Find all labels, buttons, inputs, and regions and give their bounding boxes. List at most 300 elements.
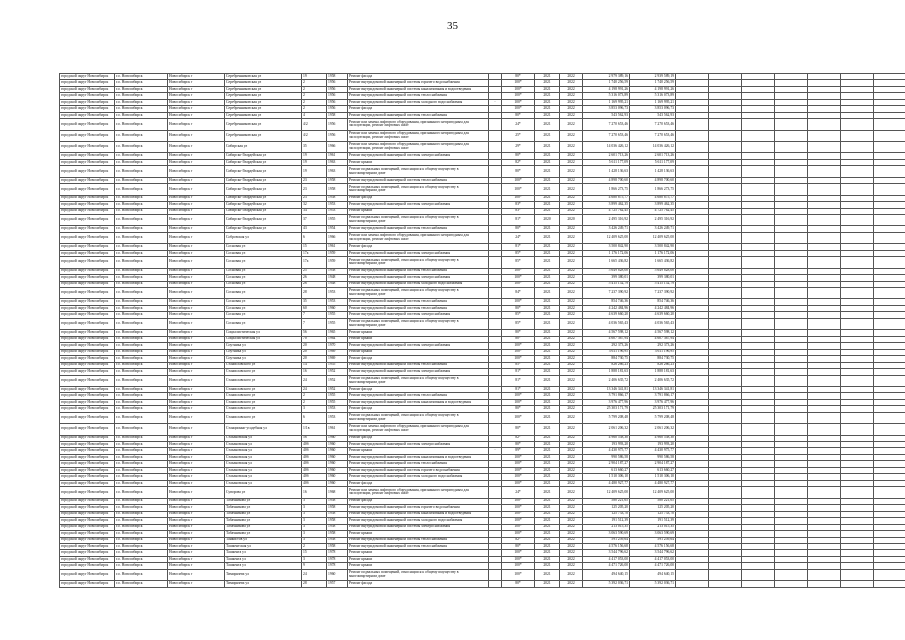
cost-total-cell: 4 430 975,77 <box>630 448 676 454</box>
empty-cell <box>874 166 905 177</box>
build-year-cell: 1952 <box>327 369 348 375</box>
build-year-cell: 1960 <box>327 435 348 441</box>
district-cell: городской округ Новосибирск <box>60 531 115 537</box>
empty-cell <box>874 318 905 329</box>
start-year-cell: 2021 <box>535 195 560 201</box>
start-year-cell: 2021 <box>535 268 560 274</box>
empty-cell <box>808 142 841 153</box>
cost-cell: 4 242 484,96 <box>583 305 630 311</box>
wear-percent-cell: 100* <box>502 556 535 562</box>
street-cell: Ташкентская ул <box>225 543 302 549</box>
cost-total-cell: 5 649 828,00 <box>630 268 676 274</box>
empty-cell <box>874 184 905 195</box>
work-type-cell: Ремонт внутридомовой инженерной системы холодного водоснабжения <box>348 474 489 480</box>
start-year-cell: 2021 <box>535 86 560 92</box>
municipality-cell: г.о. Новосибирск <box>115 480 168 486</box>
build-year-cell: 1958 <box>327 511 348 517</box>
street-cell: Сибирская ул <box>225 142 302 153</box>
cost-cell: 3 791 866,17 <box>583 393 630 399</box>
street-cell: Табачникова ул <box>225 531 302 537</box>
wear-percent-cell: 100* <box>502 99 535 105</box>
cost-cell: 7 237 390,92 <box>583 288 630 299</box>
work-type-cell: Ремонт внутридомовой инженерной системы горячего водоснабжения <box>348 467 489 473</box>
settlement-cell: Новосибирск г <box>168 184 225 195</box>
cost-cell: 3 500 842,90 <box>583 244 630 250</box>
empty-cell <box>841 166 874 177</box>
cost-cell: 1 888 181,63 <box>583 369 630 375</box>
cost-total-cell: 4 471 726,00 <box>630 563 676 569</box>
work-type-cell: Ремонт внутридомовой инженерной системы горячего водоснабжения <box>348 80 489 86</box>
settlement-cell: Новосибирск г <box>168 281 225 287</box>
street-cell: Стахановская ул <box>225 461 302 467</box>
mark-cell <box>489 412 502 423</box>
cost-total-cell: 7 270 653,46 <box>630 130 676 141</box>
settlement-cell: Новосибирск г <box>168 349 225 355</box>
start-year-cell: 2021 <box>535 581 560 587</box>
end-year-cell: 2022 <box>560 518 583 524</box>
cost-total-cell: 3 976 477,96 <box>630 399 676 405</box>
empty-cell <box>676 424 709 435</box>
start-year-cell: 2021 <box>535 250 560 256</box>
municipality-cell: г.о. Новосибирск <box>115 524 168 530</box>
build-year-cell: 1952 <box>327 386 348 392</box>
end-year-cell: 2022 <box>560 356 583 362</box>
end-year-cell: 2022 <box>560 232 583 243</box>
district-cell: городской округ Новосибирск <box>60 393 115 399</box>
district-cell: городской округ Новосибирск <box>60 399 115 405</box>
settlement-cell: Новосибирск г <box>168 142 225 153</box>
street-cell: Табачникова ул <box>225 524 302 530</box>
start-year-cell: 2021 <box>535 166 560 177</box>
street-cell: Станиславского ул <box>225 362 302 368</box>
municipality-cell: г.о. Новосибирск <box>115 226 168 232</box>
build-year-cell: 1955 <box>327 393 348 399</box>
cost-total-cell: 2 904 187,27 <box>630 461 676 467</box>
cost-cell: 3 853 096,73 <box>583 106 630 112</box>
table-row <box>60 318 905 329</box>
start-year-cell: 2021 <box>535 454 560 460</box>
empty-cell <box>709 424 742 435</box>
district-cell: городской округ Новосибирск <box>60 153 115 159</box>
municipality-cell: г.о. Новосибирск <box>115 268 168 274</box>
house-number-cell: 15 <box>302 244 327 250</box>
cost-cell: 5 415 152,79 <box>583 281 630 287</box>
cost-total-cell: 125 733,70 <box>630 511 676 517</box>
wear-percent-cell: 100* <box>502 498 535 504</box>
end-year-cell: 2022 <box>560 250 583 256</box>
mark-cell <box>489 581 502 587</box>
district-cell: городской округ Новосибирск <box>60 318 115 329</box>
build-year-cell: 1958 <box>327 112 348 118</box>
work-type-cell: Ремонт или замена лифтового оборудования, признанного непригодным для эксплуатации, ремонт лифтовых шахт <box>348 232 489 243</box>
build-year-cell: 1978 <box>327 563 348 569</box>
build-year-cell: 1955 <box>327 399 348 405</box>
municipality-cell: г.о. Новосибирск <box>115 393 168 399</box>
build-year-cell: 1953 <box>327 412 348 423</box>
district-cell: городской округ Новосибирск <box>60 356 115 362</box>
wear-percent-cell: 89* <box>502 448 535 454</box>
work-type-cell: Ремонт фасада <box>348 356 489 362</box>
municipality-cell: г.о. Новосибирск <box>115 281 168 287</box>
empty-cell <box>808 375 841 386</box>
wear-percent-cell: 80* <box>502 226 535 232</box>
wear-percent-cell: 85* <box>502 257 535 268</box>
start-year-cell: 2021 <box>535 275 560 281</box>
settlement-cell: Новосибирск г <box>168 86 225 92</box>
start-year-cell: 2021 <box>535 442 560 448</box>
district-cell: городской округ Новосибирск <box>60 537 115 543</box>
work-type-cell: Ремонт подвальных помещений, относящихся к общему имуществу в многоквартирном доме <box>348 288 489 299</box>
municipality-cell: г.о. Новосибирск <box>115 312 168 318</box>
mark-cell <box>489 184 502 195</box>
empty-cell <box>841 487 874 498</box>
empty-cell <box>742 581 775 587</box>
district-cell: городской округ Новосибирск <box>60 569 115 580</box>
empty-cell <box>775 184 808 195</box>
wear-percent-cell: 100* <box>502 195 535 201</box>
empty-cell <box>709 184 742 195</box>
mark-cell <box>489 318 502 329</box>
wear-percent-cell: 80* <box>502 305 535 311</box>
municipality-cell: г.о. Новосибирск <box>115 543 168 549</box>
district-cell: городской округ Новосибирск <box>60 563 115 569</box>
district-cell: городской округ Новосибирск <box>60 232 115 243</box>
build-year-cell: 1969 <box>327 349 348 355</box>
end-year-cell: 2022 <box>560 208 583 214</box>
municipality-cell: г.о. Новосибирск <box>115 518 168 524</box>
work-type-cell: Ремонт подвальных помещений, относящихся к общему имуществу в многоквартирном доме <box>348 375 489 386</box>
municipality-cell: г.о. Новосибирск <box>115 99 168 105</box>
empty-cell <box>874 257 905 268</box>
end-year-cell: 2022 <box>560 99 583 105</box>
cost-cell: 7 270 653,46 <box>583 130 630 141</box>
cost-cell: 884 730,75 <box>583 356 630 362</box>
end-year-cell: 2022 <box>560 511 583 517</box>
build-year-cell: 1956 <box>327 130 348 141</box>
start-year-cell: 2021 <box>535 362 560 368</box>
street-cell: Серебренниковская ул <box>225 130 302 141</box>
build-year-cell: 1958 <box>327 177 348 183</box>
start-year-cell: 2021 <box>535 349 560 355</box>
municipality-cell: г.о. Новосибирск <box>115 505 168 511</box>
district-cell: городской округ Новосибирск <box>60 386 115 392</box>
build-year-cell: 1955 <box>327 215 348 226</box>
municipality-cell: г.о. Новосибирск <box>115 435 168 441</box>
empty-cell <box>709 215 742 226</box>
empty-cell <box>742 424 775 435</box>
cost-total-cell: 4 639 660,20 <box>630 312 676 318</box>
street-cell: Тимирязева ул <box>225 581 302 587</box>
cost-cell: 5 611 177,09 <box>583 159 630 165</box>
house-number-cell: 3 <box>302 511 327 517</box>
cost-total-cell: 14 036 426,12 <box>630 142 676 153</box>
cost-cell: 193 993,20 <box>583 442 630 448</box>
house-number-cell: 24 <box>302 569 327 580</box>
house-number-cell: 2 <box>302 399 327 405</box>
work-type-cell: Ремонт внутридомовой инженерной системы теплоснабжения <box>348 537 489 543</box>
wear-percent-cell: 100* <box>502 461 535 467</box>
municipality-cell: г.о. Новосибирск <box>115 106 168 112</box>
wear-percent-cell: 100* <box>502 80 535 86</box>
end-year-cell: 2022 <box>560 312 583 318</box>
work-type-cell: Ремонт внутридомовой инженерной системы теплоснабжения <box>348 362 489 368</box>
wear-percent-cell: 100* <box>502 299 535 305</box>
wear-percent-cell: 85* <box>502 318 535 329</box>
municipality-cell: г.о. Новосибирск <box>115 86 168 92</box>
empty-cell <box>874 412 905 423</box>
street-cell: Сосновая ул <box>225 305 302 311</box>
settlement-cell: Новосибирск г <box>168 412 225 423</box>
wear-percent-cell: 100* <box>502 399 535 405</box>
street-cell: Станиславского ул <box>225 369 302 375</box>
cost-cell: 125 733,70 <box>583 511 630 517</box>
work-type-cell: Ремонт подвальных помещений, относящихся к общему имуществу в многоквартирном доме <box>348 215 489 226</box>
empty-cell <box>841 130 874 141</box>
municipality-cell: г.о. Новосибирск <box>115 288 168 299</box>
municipality-cell: г.о. Новосибирск <box>115 399 168 405</box>
wear-percent-cell: 82* <box>502 537 535 543</box>
empty-cell <box>709 569 742 580</box>
build-year-cell: 1958 <box>327 518 348 524</box>
start-year-cell: 2021 <box>535 142 560 153</box>
start-year-cell: 2021 <box>535 537 560 543</box>
settlement-cell: Новосибирск г <box>168 442 225 448</box>
street-cell: Сибирско-Гвардейская ул <box>225 215 302 226</box>
work-type-cell: Ремонт внутридомовой инженерной системы канализования и водоотведения <box>348 399 489 405</box>
settlement-cell: Новосибирск г <box>168 208 225 214</box>
start-year-cell: 2021 <box>535 288 560 299</box>
empty-cell <box>676 318 709 329</box>
house-number-cell: 19 <box>302 166 327 177</box>
cost-total-cell: 12 409 625,00 <box>630 232 676 243</box>
street-cell: Сибирско-Гвардейская ул <box>225 177 302 183</box>
wear-percent-cell: 85* <box>502 362 535 368</box>
municipality-cell: г.о. Новосибирск <box>115 305 168 311</box>
house-number-cell: 16 <box>302 369 327 375</box>
wear-percent-cell: 100* <box>502 93 535 99</box>
empty-cell <box>742 569 775 580</box>
empty-cell <box>676 257 709 268</box>
work-type-cell: Ремонт подвальных помещений, относящихся к общему имуществу в многоквартирном доме <box>348 184 489 195</box>
settlement-cell: Новосибирск г <box>168 343 225 349</box>
district-cell: городской округ Новосибирск <box>60 412 115 423</box>
work-type-cell: Ремонт фасада <box>348 386 489 392</box>
start-year-cell: 2021 <box>535 524 560 530</box>
settlement-cell: Новосибирск г <box>168 268 225 274</box>
work-type-cell: Ремонт фасада <box>348 435 489 441</box>
wear-percent-cell: 100* <box>502 454 535 460</box>
cost-total-cell: 3 426 249,71 <box>630 226 676 232</box>
build-year-cell: 1960 <box>327 461 348 467</box>
work-type-cell: Ремонт внутридомовой инженерной системы электроснабжения <box>348 202 489 208</box>
district-cell: городской округ Новосибирск <box>60 480 115 486</box>
wear-percent-cell: 80* <box>502 166 535 177</box>
end-year-cell: 2022 <box>560 281 583 287</box>
work-type-cell: Ремонт крыши <box>348 349 489 355</box>
settlement-cell: Новосибирск г <box>168 130 225 141</box>
build-year-cell: 1960 <box>327 467 348 473</box>
start-year-cell: 2021 <box>535 312 560 318</box>
empty-cell <box>742 130 775 141</box>
empty-cell <box>775 142 808 153</box>
settlement-cell: Новосибирск г <box>168 166 225 177</box>
build-year-cell: 1964 <box>327 336 348 342</box>
empty-cell <box>775 166 808 177</box>
build-year-cell: 1957 <box>327 581 348 587</box>
district-cell: городской округ Новосибирск <box>60 299 115 305</box>
cost-cell: 4 898 700,60 <box>583 177 630 183</box>
end-year-cell: 2022 <box>560 166 583 177</box>
work-type-cell: Ремонт внутридомовой инженерной системы электроснабжения <box>348 312 489 318</box>
start-year-cell: 2021 <box>535 435 560 441</box>
empty-cell <box>874 130 905 141</box>
build-year-cell: 1960 <box>327 448 348 454</box>
cost-total-cell: 5 392 036,71 <box>630 581 676 587</box>
cost-total-cell: 591 259,64 <box>630 537 676 543</box>
empty-cell <box>874 375 905 386</box>
district-cell: городской округ Новосибирск <box>60 442 115 448</box>
house-number-cell: 17а <box>302 257 327 268</box>
district-cell: городской округ Новосибирск <box>60 487 115 498</box>
settlement-cell: Новосибирск г <box>168 487 225 498</box>
empty-cell <box>808 412 841 423</box>
empty-cell <box>709 581 742 587</box>
table-row <box>60 142 905 153</box>
house-number-cell: 2 <box>302 106 327 112</box>
table-body <box>60 74 905 588</box>
cost-cell: 1 665 436,82 <box>583 257 630 268</box>
house-number-cell: 3 <box>302 498 327 504</box>
end-year-cell: 2022 <box>560 524 583 530</box>
house-number-cell: 28 <box>302 581 327 587</box>
street-cell: Серебренниковская ул <box>225 106 302 112</box>
district-cell: городской округ Новосибирск <box>60 543 115 549</box>
work-type-cell: Ремонт подвальных помещений, относящихся к общему имуществу в многоквартирном доме <box>348 257 489 268</box>
municipality-cell: г.о. Новосибирск <box>115 563 168 569</box>
work-type-cell: Ремонт фасада <box>348 244 489 250</box>
build-year-cell: 1948 <box>327 275 348 281</box>
empty-cell <box>874 119 905 130</box>
street-cell: Сосновая ул <box>225 275 302 281</box>
street-cell: Сосновая ул <box>225 312 302 318</box>
street-cell: Спутника ул <box>225 349 302 355</box>
settlement-cell: Новосибирск г <box>168 299 225 305</box>
table-row <box>60 184 905 195</box>
empty-cell <box>841 232 874 243</box>
settlement-cell: Новосибирск г <box>168 531 225 537</box>
start-year-cell: 2021 <box>535 119 560 130</box>
build-year-cell: 1958 <box>327 268 348 274</box>
empty-cell <box>808 424 841 435</box>
district-cell: городской округ Новосибирск <box>60 330 115 336</box>
work-type-cell: Ремонт внутридомовой инженерной системы канализования и водоотведения <box>348 511 489 517</box>
cost-total-cell: 3 899 462,35 <box>630 202 676 208</box>
street-cell: Сосновая ул <box>225 244 302 250</box>
mark-cell <box>489 166 502 177</box>
start-year-cell: 2021 <box>535 184 560 195</box>
settlement-cell: Новосибирск г <box>168 467 225 473</box>
settlement-cell: Новосибирск г <box>168 106 225 112</box>
district-cell: городской округ Новосибирск <box>60 375 115 386</box>
district-cell: городской округ Новосибирск <box>60 93 115 99</box>
build-year-cell: 1963 <box>327 166 348 177</box>
cost-cell: 4 725 762,45 <box>583 208 630 214</box>
district-cell: городской округ Новосибирск <box>60 244 115 250</box>
wear-percent-cell: 83* <box>502 202 535 208</box>
empty-cell <box>709 288 742 299</box>
work-type-cell: Ремонт внутридомовой инженерной системы теплоснабжения <box>348 305 489 311</box>
work-type-cell: Ремонт или замена лифтового оборудования, признанного непригодным для эксплуатации, ремонт лифтовых шахт <box>348 119 489 130</box>
cost-cell: 543 562,93 <box>583 112 630 118</box>
settlement-cell: Новосибирск г <box>168 556 225 562</box>
cost-total-cell: 125 205,20 <box>630 505 676 511</box>
cost-total-cell: 494 640,15 <box>630 569 676 580</box>
municipality-cell: г.о. Новосибирск <box>115 159 168 165</box>
wear-percent-cell: 100* <box>502 524 535 530</box>
empty-cell <box>808 257 841 268</box>
district-cell: городской округ Новосибирск <box>60 467 115 473</box>
cost-total-cell: 5 611 177,09 <box>630 159 676 165</box>
wear-percent-cell: 100* <box>502 563 535 569</box>
build-year-cell: 1978 <box>327 550 348 556</box>
cost-total-cell: 1 665 436,82 <box>630 257 676 268</box>
house-number-cell: 24 <box>302 375 327 386</box>
municipality-cell: г.о. Новосибирск <box>115 112 168 118</box>
settlement-cell: Новосибирск г <box>168 550 225 556</box>
district-cell: городской округ Новосибирск <box>60 498 115 504</box>
settlement-cell: Новосибирск г <box>168 80 225 86</box>
street-cell: Сосновая ул <box>225 250 302 256</box>
start-year-cell: 2021 <box>535 330 560 336</box>
cost-cell: 2 406 635,72 <box>583 375 630 386</box>
municipality-cell: г.о. Новосибирск <box>115 299 168 305</box>
street-cell: Станиславского ул <box>225 399 302 405</box>
settlement-cell: Новосибирск г <box>168 537 225 543</box>
table-row <box>60 581 905 587</box>
street-cell: Табачникова ул <box>225 518 302 524</box>
municipality-cell: г.о. Новосибирск <box>115 467 168 473</box>
municipality-cell: г.о. Новосибирск <box>115 80 168 86</box>
district-cell: городской округ Новосибирск <box>60 349 115 355</box>
empty-cell <box>775 130 808 141</box>
wear-percent-cell: 100* <box>502 511 535 517</box>
empty-cell <box>808 166 841 177</box>
municipality-cell: г.о. Новосибирск <box>115 202 168 208</box>
street-cell: Сосновая ул <box>225 318 302 329</box>
wear-percent-cell: 81* <box>502 369 535 375</box>
empty-cell <box>841 424 874 435</box>
cost-cell: 4 198 991,26 <box>583 86 630 92</box>
street-cell: Сибирско-Гвардейская ул <box>225 195 302 201</box>
cost-cell: 3 611 196,95 <box>583 349 630 355</box>
work-type-cell: Ремонт внутридомовой инженерной системы теплоснабжения <box>348 93 489 99</box>
empty-cell <box>709 487 742 498</box>
table-row <box>60 166 905 177</box>
end-year-cell: 2022 <box>560 130 583 141</box>
municipality-cell: г.о. Новосибирск <box>115 208 168 214</box>
empty-cell <box>775 288 808 299</box>
settlement-cell: Новосибирск г <box>168 369 225 375</box>
street-cell: Станиславского ул <box>225 375 302 386</box>
empty-cell <box>874 142 905 153</box>
house-number-cell: 4/2 <box>302 119 327 130</box>
wear-percent-cell: 81* <box>502 244 535 250</box>
cost-cell: 3 063 590,69 <box>583 531 630 537</box>
municipality-cell: г.о. Новосибирск <box>115 166 168 177</box>
street-cell: Спутника ул <box>225 343 302 349</box>
street-cell: Стахановская ул <box>225 474 302 480</box>
work-type-cell: Ремонт или замена лифтового оборудования, признанного непригодным для эксплуатации, ремонт лифтовых шахт <box>348 130 489 141</box>
